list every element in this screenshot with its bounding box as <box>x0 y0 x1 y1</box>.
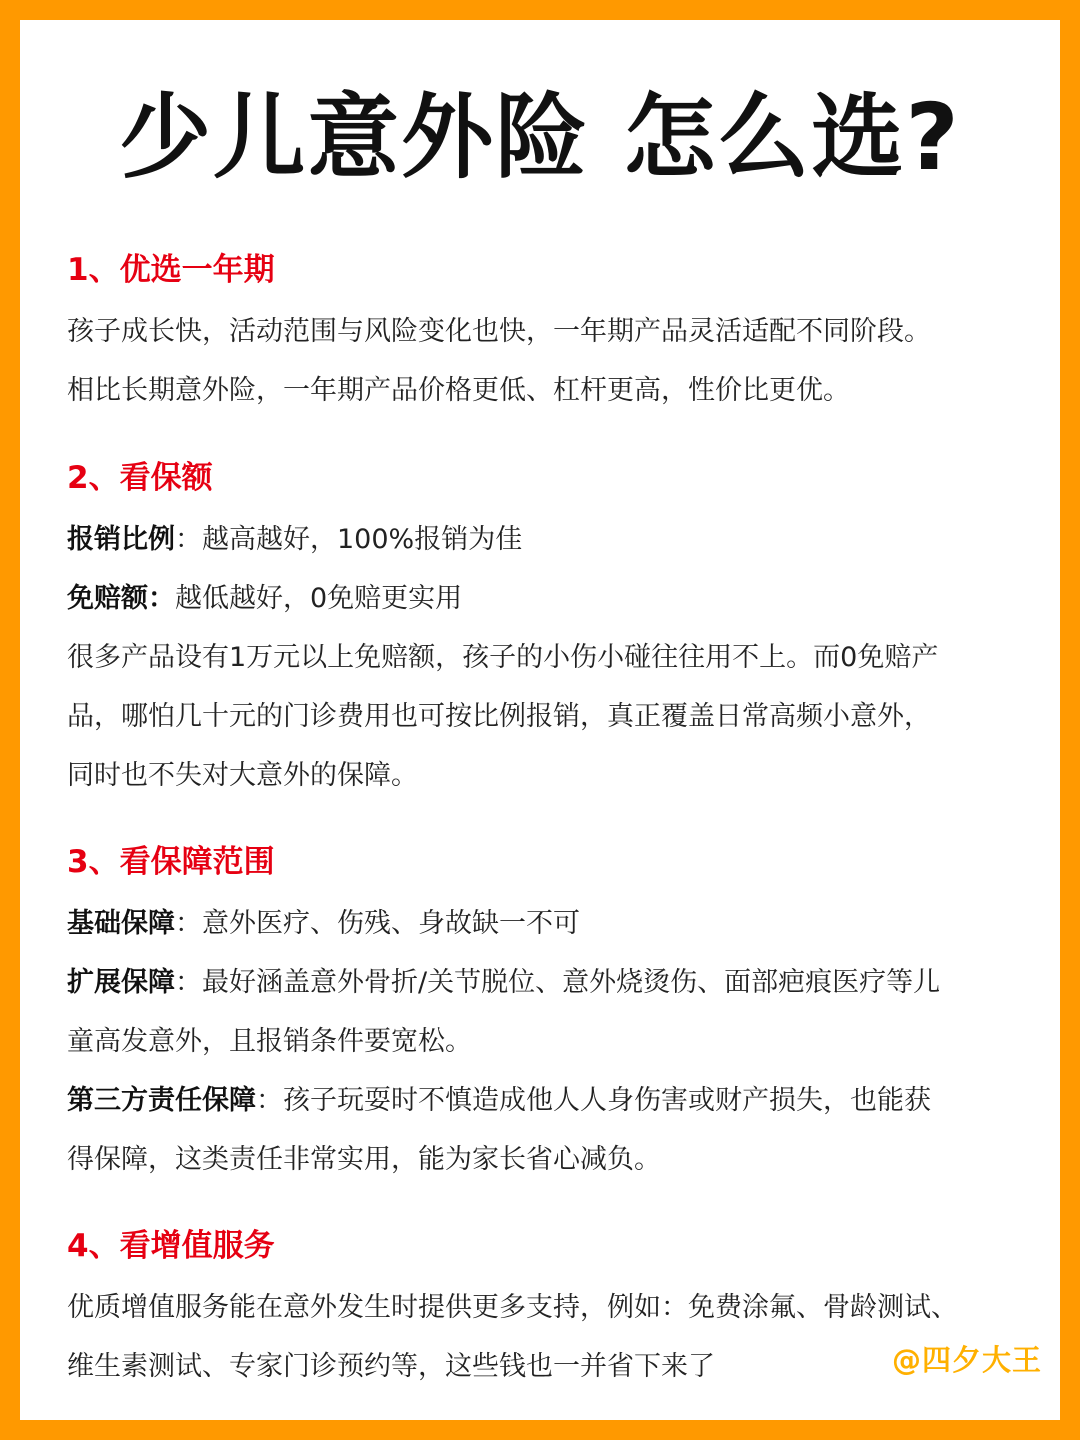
section-2 <box>67 446 1027 805</box>
item-line <box>67 569 1027 628</box>
item-continuation: 得保障，这类责任非常实用，能为家长省心减负。 <box>67 1144 661 1175</box>
section-4 <box>67 1214 1027 1396</box>
section-heading: 3、看保障范围 <box>67 844 275 880</box>
item-text: ：孩子玩耍时不慎造成他人人身伤害或财产损失，也能获 <box>256 1085 931 1116</box>
section-heading: 4、看增值服务 <box>67 1228 275 1264</box>
section-text-line: 维生素测试、专家门诊预约等，这些钱也一并省下来了 <box>67 1351 715 1382</box>
section-1 <box>67 238 1027 420</box>
section-text-line: 孩子成长快，活动范围与风险变化也快，一年期产品灵活适配不同阶段。 <box>67 316 931 347</box>
section-text-line: 相比长期意外险，一年期产品价格更低、杠杆更高，性价比更优。 <box>67 375 850 406</box>
item-line <box>67 510 1027 569</box>
item-text: ：最好涵盖意外骨折/关节脱位、意外烧烫伤、面部疤痕医疗等儿 <box>175 967 941 998</box>
item-label: 基础保障 <box>67 908 175 939</box>
item-text: ：意外医疗、伤残、身故缺一不可 <box>175 908 580 939</box>
item-label: 免赔额： <box>67 583 175 614</box>
item-line <box>67 1071 1027 1130</box>
item-line <box>67 953 1027 1012</box>
section-text-line: 品，哪怕几十元的门诊费用也可按比例报销，真正覆盖日常高频小意外， <box>67 701 931 732</box>
page-title: 少儿意外险 怎么选? <box>119 84 961 191</box>
author-signature: @四夕大王 <box>891 1343 1042 1377</box>
section-heading: 1、优选一年期 <box>67 252 275 288</box>
section-text-line: 同时也不失对大意外的保障。 <box>67 760 418 791</box>
section-heading: 2、看保额 <box>67 460 213 496</box>
item-label: 扩展保障 <box>67 967 175 998</box>
section-text-line: 很多产品设有1万元以上免赔额，孩子的小伤小碰往往用不上。而0免赔产 <box>67 642 939 673</box>
item-text: ：越高越好，100%报销为佳 <box>175 524 523 555</box>
section-text-line: 优质增值服务能在意外发生时提供更多支持，例如：免费涂氟、骨龄测试、 <box>67 1292 958 1323</box>
item-text: 越低越好，0免赔更实用 <box>175 583 463 614</box>
item-label: 第三方责任保障 <box>67 1085 256 1116</box>
item-label: 报销比例 <box>67 524 175 555</box>
item-continuation: 童高发意外，且报销条件要宽松。 <box>67 1026 472 1057</box>
item-line <box>67 894 1027 953</box>
section-3 <box>67 830 1027 1189</box>
